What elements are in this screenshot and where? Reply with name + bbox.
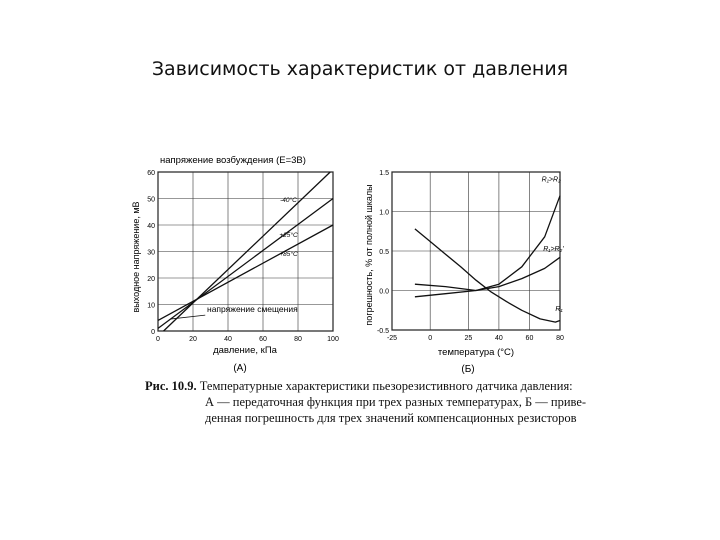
chart-panel-a (131, 155, 339, 374)
chart-b-y-tick-label: 1.5 (379, 170, 389, 177)
chart-b-y-axis-label: погрешность, % от полной шкалы (364, 184, 374, 326)
chart-b-series-line (415, 196, 560, 291)
caption-figure-number: Рис. 10.9. (145, 379, 197, 393)
chart-b-x-tick-label: 25 (464, 335, 473, 342)
chart-a-y-axis-label: выходное напряжение, мВ (131, 201, 141, 313)
chart-a-y-tick-label: 0 (151, 329, 155, 336)
caption-line-3: денная погрешность для трех значений компенсационных резисторов (205, 411, 577, 425)
chart-a-x-tick-label: 0 (156, 336, 160, 343)
chart-b-series-label: R₁ (555, 306, 563, 314)
chart-b-y-tick-label: 1.0 (379, 209, 389, 217)
chart-a-y-tick-label: 10 (147, 302, 155, 310)
chart-a-series-label: +85°C (279, 250, 298, 258)
chart-b-x-tick-label: -25 (386, 335, 398, 342)
caption-line-2: А — передаточная функция при трех разных температурах, Б — приве- (205, 395, 587, 409)
chart-panel-b (364, 170, 564, 375)
chart-b-x-tick-label: 40 (495, 335, 503, 342)
chart-a-y-tick-label: 40 (147, 223, 155, 230)
chart-a-x-tick-label: 60 (259, 336, 267, 343)
chart-a-y-tick-label: 20 (147, 276, 155, 283)
chart-b-y-tick-label: -0.5 (376, 328, 389, 335)
slide-title: Зависимость характеристик от давления (151, 58, 569, 80)
chart-a-x-tick-label: 100 (327, 336, 339, 343)
chart-a-panel-label: (А) (233, 363, 247, 374)
chart-b-x-tick-label: 60 (525, 335, 534, 342)
chart-a-title: напряжение возбуждения (Е=3В) (160, 155, 306, 166)
chart-a-x-tick-label: 80 (294, 336, 302, 343)
chart-a-series-label: +25°C (279, 232, 298, 240)
figure-caption (145, 378, 625, 426)
chart-a-x-tick-label: 20 (189, 336, 197, 343)
chart-b-x-tick-label: 0 (428, 335, 433, 342)
chart-b-x-tick-label: 80 (556, 335, 564, 342)
chart-b-panel-label: (Б) (461, 364, 475, 375)
chart-b-y-tick-label: 0.0 (379, 288, 389, 296)
chart-b-series-line (415, 229, 560, 322)
chart-a-series-label: -40°C (280, 197, 297, 205)
caption-line-1: Температурные характеристики пьезорезистивного датчика давления: (199, 379, 573, 393)
chart-b-series-line (415, 257, 560, 297)
chart-a-annotation: напряжение смещения (207, 304, 298, 315)
chart-a-x-tick-label: 40 (224, 336, 232, 343)
chart-a-y-tick-label: 50 (147, 196, 155, 204)
chart-b-x-axis-label: температура (°С) (437, 347, 515, 358)
chart-b-series-label: R₁>R₂' (543, 246, 564, 253)
chart-a-y-tick-label: 30 (147, 249, 155, 257)
chart-b-series-label: R₁>R₂ (541, 176, 561, 184)
chart-a-y-tick-label: 60 (147, 170, 155, 177)
chart-b-y-tick-label: 0.5 (379, 249, 389, 256)
chart-a-x-axis-label: давление, кПа (213, 345, 277, 356)
